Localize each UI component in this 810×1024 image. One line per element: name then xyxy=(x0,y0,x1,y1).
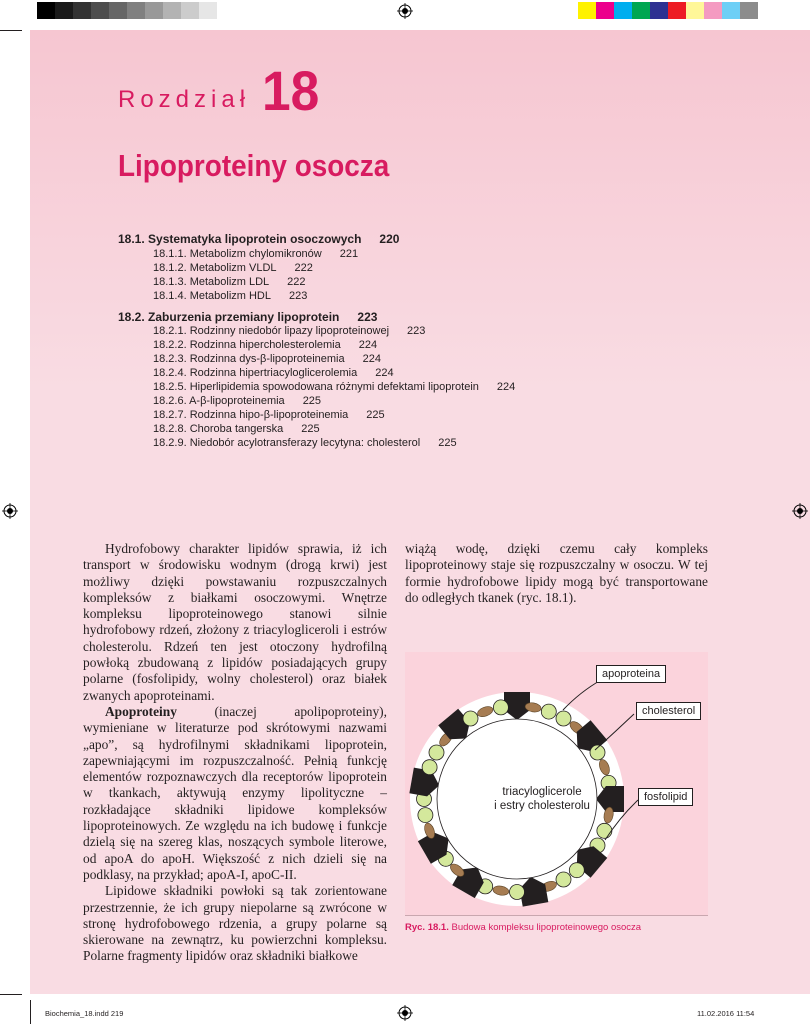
registration-mark-icon xyxy=(792,503,808,519)
color-swatch xyxy=(668,2,686,19)
color-swatch xyxy=(199,2,217,19)
color-swatch xyxy=(596,2,614,19)
toc-page-number: 224 xyxy=(362,353,381,365)
color-swatch xyxy=(55,2,73,19)
registration-mark-icon xyxy=(397,1005,413,1021)
crop-mark xyxy=(30,1000,31,1024)
toc-subsection-label: 18.2.5. Hiperlipidemia spowodowana różnymi defektami lipoprotein xyxy=(153,381,479,393)
color-swatch xyxy=(686,2,704,19)
color-swatch xyxy=(632,2,650,19)
phospholipid-icon xyxy=(429,745,444,760)
term-apoproteiny: Apoproteiny xyxy=(105,703,177,719)
toc-subsection[interactable] xyxy=(153,423,320,435)
toc-subsection[interactable] xyxy=(153,353,381,365)
caption-rule xyxy=(405,915,708,916)
toc-subsection[interactable] xyxy=(153,381,515,393)
toc-subsection-label: 18.2.4. Rodzinna hipertriacyloglicerolemia xyxy=(153,367,358,379)
toc-subsection-label: 18.2.6. A-β-lipoproteinemia xyxy=(153,395,285,407)
color-swatch xyxy=(578,2,596,19)
toc-subsection-label: 18.2.1. Rodzinny niedobór lipazy lipoproteinowej xyxy=(153,325,390,337)
toc-subsection-label: 18.2.9. Niedobór acylotransferazy lecytyna: cholesterol xyxy=(153,437,421,449)
color-swatch xyxy=(740,2,758,19)
lipoprotein-diagram xyxy=(405,652,708,916)
core-label-line: triacyloglicerole xyxy=(502,786,582,798)
slug-filename: Biochemia_18.indd 219 xyxy=(45,1009,124,1018)
phospholipid-icon xyxy=(569,863,584,878)
label-cholesterol: cholesterol xyxy=(636,702,701,720)
toc-page-number: 222 xyxy=(287,276,306,288)
core-label-line: i estry cholesterolu xyxy=(494,800,590,812)
phospholipid-icon xyxy=(463,711,478,726)
toc-subsection[interactable] xyxy=(153,367,394,379)
color-swatch xyxy=(91,2,109,19)
color-swatch xyxy=(127,2,145,19)
crop-mark xyxy=(0,30,22,31)
toc-subsection[interactable] xyxy=(153,290,307,302)
paragraph: Hydrofobowy charakter lipidów sprawia, iż ich transport w środowisku wodnym (drogą krwi) jest możliwy dzięki powstawaniu rozpuszczalnych kompleksów z białkami osoczowymi. Wnętrze kompleksu lipoproteinowego stanowi silnie hydrofobowy rdzeń, złożony z triacylogliceroli i estrów cholesterolu. Rdzeń ten jest otoczony hydrofilną powłoką zbudowaną z lipidów posiadających grupy polarne (fosfolipidy, wolny cholesterol) oraz białek zwanych apoproteinami. xyxy=(83,541,387,703)
color-swatch xyxy=(704,2,722,19)
slug-datetime: 11.02.2016 11:54 xyxy=(697,1009,755,1018)
toc-subsection[interactable] xyxy=(153,395,321,407)
color-swatch xyxy=(163,2,181,19)
toc-subsection[interactable] xyxy=(153,276,306,288)
phospholipid-icon xyxy=(493,700,508,715)
core-label xyxy=(462,785,622,813)
toc-subsection[interactable] xyxy=(153,409,385,421)
toc-subsection[interactable] xyxy=(153,339,377,351)
figure-caption-text: Budowa kompleksu lipoproteinowego osocza xyxy=(451,922,642,933)
crop-mark xyxy=(0,994,22,995)
toc-subsection[interactable] xyxy=(153,248,358,260)
color-swatch xyxy=(722,2,740,19)
toc-subsection-label: 18.1.3. Metabolizm LDL xyxy=(153,276,270,288)
toc-page-number: 224 xyxy=(496,381,516,393)
figure-caption-label: Ryc. 18.1. xyxy=(405,922,449,933)
pointer-line-cholesterol xyxy=(595,714,634,750)
chapter-title: Lipoproteiny osocza xyxy=(118,148,390,183)
label-fosfolipid: fosfolipid xyxy=(638,788,693,806)
paragraph: Lipidowe składniki powłoki są tak zorientowane przestrzennie, że ich grupy niepolarne są zwrócone w stronę hydrofobowego rdzenia, a grupy polarne są skierowane na zewnątrz, ku powierzchni kompleksu. Polarne fragmenty lipidów oraz składniki białkowe xyxy=(83,883,387,964)
toc-subsection[interactable] xyxy=(153,325,425,337)
figure-caption xyxy=(405,922,641,933)
toc-section-label: 18.1. Systematyka lipoprotein osoczowych xyxy=(118,232,362,246)
toc-subsection-label: 18.1.2. Metabolizm VLDL xyxy=(153,262,277,274)
color-swatch xyxy=(145,2,163,19)
toc-subsection[interactable] xyxy=(153,262,313,274)
toc-page-number: 223 xyxy=(289,290,308,302)
toc-subsection-label: 18.2.8. Choroba tangerska xyxy=(153,423,284,435)
toc-page-number: 221 xyxy=(339,248,359,260)
toc-section-label: 18.2. Zaburzenia przemiany lipoprotein xyxy=(118,310,340,324)
color-swatch xyxy=(37,2,55,19)
phospholipid-icon xyxy=(422,760,437,775)
chapter-label: Rozdział xyxy=(118,86,251,113)
paragraph: wiążą wodę, dzięki czemu cały kompleks lipoproteinowy staje się rozpuszczalny w osoczu. W tej formie hydrofobowe lipidy mogą być transportowane do odległych tkanek (ryc. 18.1). xyxy=(405,541,708,605)
phospholipid-icon xyxy=(510,885,525,900)
toc-page-number: 223 xyxy=(357,310,378,324)
paragraph-text: (inaczej apolipoproteiny), wymieniane w literaturze pod skrótowymi nazwami „apo”, są hydrofilnymi składnikami lipoprotein, zapewniającymi im rozpuszczalność. Pełnią funkcję elementów rozpoznawczych dla receptorów lipoprotein w tkankach, aktywują enzymy lipolityczne – rozkładające składniki lipidowe kompleksów lipoproteinowych. Ze względu na ich budowę i funkcje dzielą się na szereg klas, noszących symbole literowe, od apoA do apoH. Większość z nich dzieli się na podklasy, na przykład; apoA-I, apoC-II. xyxy=(83,703,387,882)
color-swatch xyxy=(650,2,668,19)
toc-page-number: 220 xyxy=(379,232,400,246)
toc-section[interactable] xyxy=(118,310,377,324)
color-swatch xyxy=(109,2,127,19)
toc-subsection[interactable] xyxy=(153,437,457,449)
toc-section[interactable] xyxy=(118,232,399,246)
color-swatch xyxy=(181,2,199,19)
toc-subsection-label: 18.2.3. Rodzinna dys-β-lipoproteinemia xyxy=(153,353,345,365)
toc-page-number: 225 xyxy=(301,423,320,435)
phospholipid-icon xyxy=(556,872,571,887)
toc-page-number: 222 xyxy=(294,262,313,274)
toc-subsection-label: 18.2.7. Rodzinna hipo-β-lipoproteinemia xyxy=(153,409,349,421)
label-apoproteina: apoproteina xyxy=(596,665,666,683)
toc-page-number: 224 xyxy=(358,339,378,351)
color-swatch xyxy=(614,2,632,19)
toc-subsection-label: 18.2.2. Rodzinna hipercholesterolemia xyxy=(153,339,341,351)
toc-page-number: 224 xyxy=(375,367,394,379)
toc-page-number: 225 xyxy=(366,409,385,421)
registration-mark-icon xyxy=(2,503,18,519)
body-column-right xyxy=(405,541,708,606)
toc-subsection-label: 18.1.4. Metabolizm HDL xyxy=(153,290,271,302)
phospholipid-icon xyxy=(556,711,571,726)
toc-page-number: 225 xyxy=(302,395,322,407)
phospholipid-icon xyxy=(541,704,556,719)
figure-panel xyxy=(405,652,708,916)
body-column-left xyxy=(83,541,387,965)
toc-page-number: 225 xyxy=(438,437,457,449)
registration-mark-icon xyxy=(397,3,413,19)
phospholipid-icon xyxy=(418,808,433,823)
toc-subsection-label: 18.1.1. Metabolizm chylomikronów xyxy=(153,248,322,260)
color-swatch xyxy=(73,2,91,19)
chapter-number: 18 xyxy=(262,59,320,122)
phospholipid-icon xyxy=(597,823,612,838)
toc-page-number: 223 xyxy=(407,325,426,337)
paragraph xyxy=(83,704,387,883)
